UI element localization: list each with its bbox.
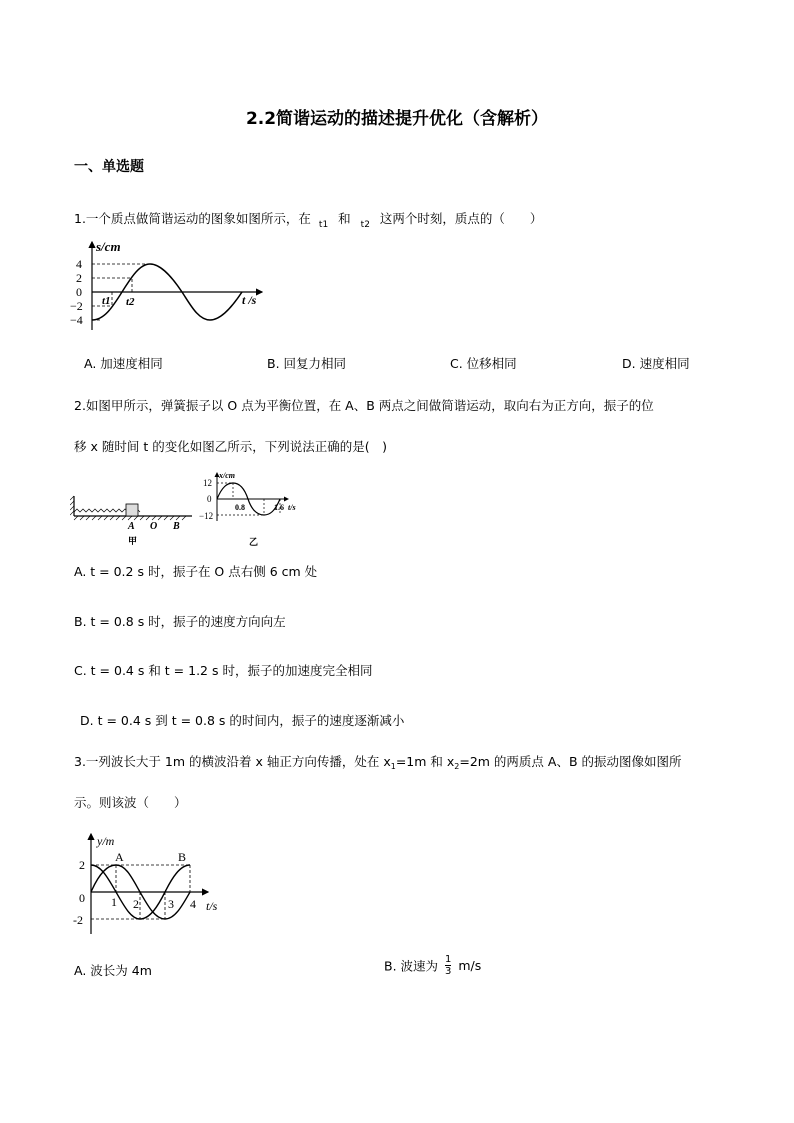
q3-ytick-neg2: -2 (73, 913, 83, 927)
q2-caption-jia: 甲 (128, 536, 138, 546)
q2-yi-x-08: 0.8 (235, 503, 245, 512)
q3-x2-subscript: 2 (454, 762, 460, 771)
q1-option-d[interactable]: D. 速度相同 (622, 356, 690, 371)
q1-xlabel: t /s (242, 293, 257, 307)
q2-figure-yi (196, 469, 306, 549)
q3-option-b[interactable] (384, 954, 481, 977)
question-3-line-2: 示。则该波（ ） (74, 795, 187, 810)
q3-xlabel: t/s (206, 899, 218, 913)
q2-yi-ytick-12: 12 (203, 478, 212, 488)
q2-yi-xunit: t/s (288, 503, 296, 512)
q2-point-a: A (128, 521, 135, 532)
q1-t2: t2 (360, 220, 370, 230)
q3-ytick-0: 0 (79, 891, 85, 905)
q3-x1-subscript: 1 (390, 762, 396, 771)
q3-graph (70, 828, 230, 940)
question-1-stem (74, 209, 542, 230)
q1-and: 和 (338, 211, 351, 226)
q2-option-a[interactable]: A. t = 0.2 s 时，振子在 O 点右侧 6 cm 处 (74, 564, 318, 579)
q2-caption-yi: 乙 (249, 537, 259, 547)
fraction-denominator: 3 (445, 966, 452, 977)
q3-xtick-3: 3 (168, 897, 174, 911)
q1-t1: t1 (318, 220, 329, 230)
q2-option-b[interactable]: B. t = 0.8 s 时，振子的速度方向向左 (74, 614, 286, 629)
q3-xtick-2: 2 (133, 897, 139, 911)
q1-text-post: 这两个时刻，质点的（ ） (379, 211, 543, 226)
q1-option-b[interactable]: B. 回复力相同 (267, 356, 347, 371)
q2-point-o: O (150, 521, 158, 532)
fraction-numerator: 1 (445, 954, 452, 965)
q2-yi-x-16: 1.6 (274, 503, 284, 512)
q1-ylabel: s/cm (96, 239, 121, 254)
q1-option-c[interactable]: C. 位移相同 (450, 356, 517, 371)
q3-xtick-4: 4 (190, 897, 196, 911)
q3-text-post: =2m 的两质点 A、B 的振动图像如图所 (459, 754, 682, 769)
q1-ytick-neg4: −4 (70, 313, 83, 327)
q3-option-b-pre: B. 波速为 (384, 958, 439, 974)
question-2-line-2: 移 x 随时间 t 的变化如图乙所示，下列说法正确的是( ) (74, 439, 387, 454)
q3-ytick-2: 2 (79, 858, 85, 872)
question-2-line-1: 2.如图甲所示，弹簧振子以 O 点为平衡位置，在 A、B 两点之间做简谐运动，取向右为正方向，振子的位 (74, 398, 654, 413)
page-title: 2.2简谐运动的描述提升优化（含解析） (245, 109, 549, 129)
q2-yi-ytick-neg12: −12 (199, 511, 214, 521)
q1-text-pre: 1.一个质点做简谐运动的图象如图所示，在 (74, 211, 311, 226)
q1-ytick-neg2: −2 (70, 299, 83, 313)
q1-ytick-2: 2 (76, 271, 82, 285)
q2-option-c[interactable]: C. t = 0.4 s 和 t = 1.2 s 时，振子的加速度完全相同 (74, 663, 373, 678)
q1-option-a[interactable]: A. 加速度相同 (84, 356, 163, 371)
q3-label-b: B (178, 850, 187, 864)
q2-option-d[interactable]: D. t = 0.4 s 到 t = 0.8 s 的时间内，振子的速度逐渐减小 (80, 713, 405, 728)
question-3-line-1 (74, 752, 682, 771)
q1-ytick-0: 0 (76, 285, 82, 299)
q1-ytick-4: 4 (76, 257, 82, 271)
q1-mark-t2: t2 (126, 296, 135, 308)
q3-option-b-fraction (445, 954, 451, 977)
q3-xtick-1: 1 (111, 895, 117, 909)
q3-option-b-unit: m/s (458, 958, 482, 973)
q3-option-a[interactable]: A. 波长为 4m (74, 963, 152, 978)
q3-text-mid: =1m 和 x (395, 754, 455, 769)
q1-graph (70, 238, 270, 334)
q2-yi-ytick-0: 0 (207, 494, 212, 504)
q1-mark-t1: t1 (102, 295, 111, 307)
q2-yi-ylabel: x/cm (219, 471, 235, 480)
q2-figure-jia (70, 492, 200, 548)
q3-label-a: A (115, 850, 124, 864)
q3-text-pre: 3.一列波长大于 1m 的横波沿着 x 轴正方向传播，处在 x (74, 754, 391, 769)
q2-point-b: B (173, 521, 180, 532)
q3-ylabel: y/m (97, 834, 115, 848)
section-heading: 一、单选题 (74, 159, 144, 175)
